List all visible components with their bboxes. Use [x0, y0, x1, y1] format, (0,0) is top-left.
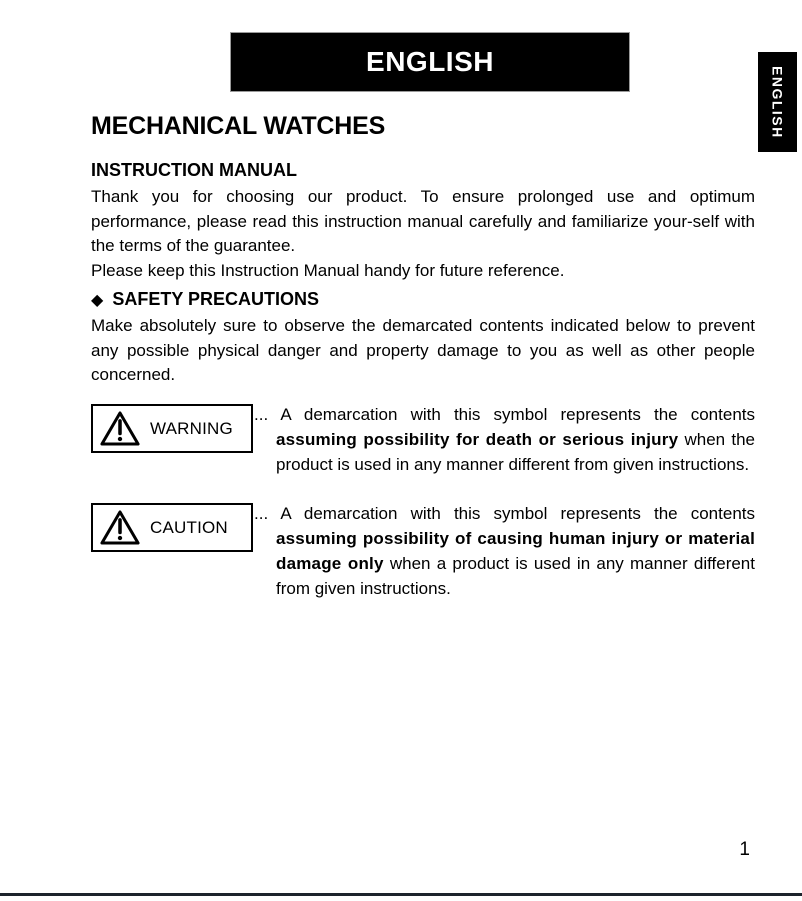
intro-note: Please keep this Instruction Manual handy for future reference.	[91, 260, 565, 280]
warning-label: WARNING	[150, 418, 233, 438]
intro-text-block	[91, 185, 755, 283]
warning-triangle-icon	[99, 410, 141, 447]
warning-description-prefix: ... A demarcation with this symbol represents the contents	[254, 405, 755, 424]
footer-rule	[0, 893, 802, 896]
warning-description-bold: assuming possibility for death or serious injury	[276, 430, 679, 449]
caution-box	[91, 503, 253, 552]
page-number: 1	[739, 839, 750, 860]
warning-triangle-icon	[99, 509, 141, 546]
intro-paragraph: Thank you for choosing our product. To ensure prolonged use and optimum performance, please read this instruction manual carefully and familiarize your-self with the terms of the guarantee.	[91, 187, 755, 255]
caution-description-bold: assuming possibility of causing human injury or material damage only	[276, 529, 755, 573]
safety-precautions-heading-label: SAFETY PRECAUTIONS	[112, 289, 320, 309]
warning-description-suffix: when the product is used in any manner different from given instructions.	[276, 430, 755, 474]
warning-box	[91, 404, 253, 453]
caution-description-suffix: when a product is used in any manner different from given instructions.	[276, 554, 755, 598]
warning-description	[254, 402, 755, 477]
diamond-bullet-icon: ◆	[91, 290, 104, 309]
caution-label: CAUTION	[150, 517, 228, 537]
caution-description-prefix: ... A demarcation with this symbol represents the contents	[254, 504, 755, 523]
caution-description	[254, 501, 755, 601]
language-side-tab-label: ENGLISH	[769, 65, 786, 139]
safety-paragraph: Make absolutely sure to observe the demarcated contents indicated below to prevent any possible physical danger and property damage to you as well as other people concerned.	[91, 316, 755, 384]
page-title: MECHANICAL WATCHES	[91, 112, 386, 140]
instruction-manual-heading: INSTRUCTION MANUAL	[91, 160, 297, 180]
language-side-tab	[758, 52, 797, 152]
safety-precautions-heading	[91, 289, 319, 310]
language-banner-label: ENGLISH	[366, 46, 494, 77]
language-banner	[230, 32, 630, 92]
